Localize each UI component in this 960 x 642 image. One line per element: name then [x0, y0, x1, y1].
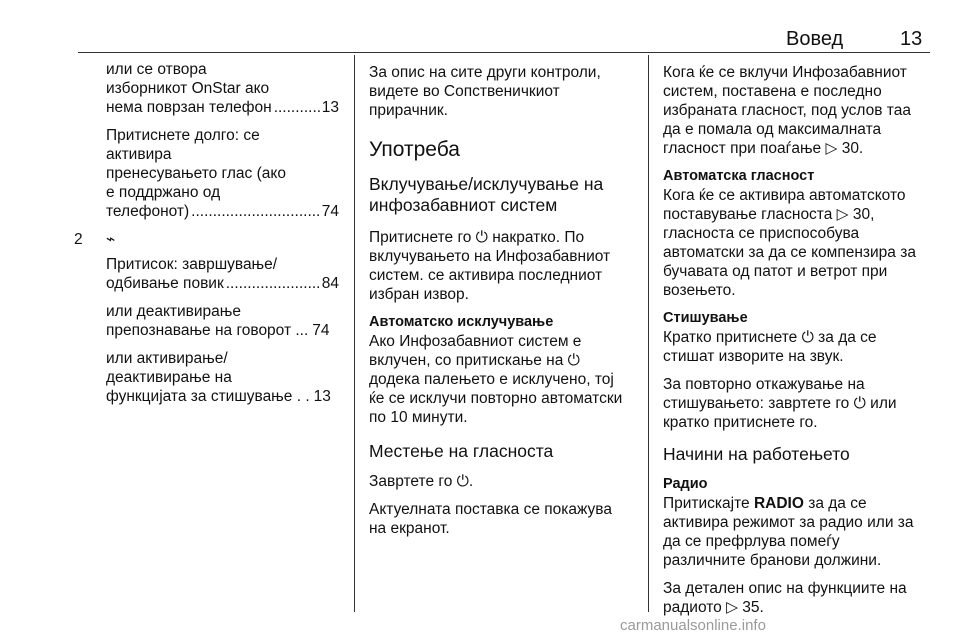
heading-auto-off: Автоматско исклучување [369, 314, 554, 330]
radio-key: RADIO [753, 495, 804, 512]
column-divider-2 [648, 55, 649, 612]
heading-on-off: Вклучување/исклучување на инфозабавниот систем [369, 174, 604, 215]
left-column [74, 60, 339, 415]
paragraph: За детален опис на функциите на радиото ▷ 35. [663, 580, 907, 616]
page-ref: 74 [321, 203, 339, 220]
list-item: или активирање/ деактивирање на функцијата за стишување . . 13 [106, 349, 339, 406]
continued-entry [74, 60, 339, 221]
paragraph: За повторно откажување на стишувањето: завртете го ⏻ или кратко притиснете го. [663, 376, 897, 431]
paragraph: Кога ќе се активира автоматското поставување гласноста ▷ 30, гласноста се приспособува автоматски за да се компензира за бучавата од патот и ветрот при возењето. [663, 187, 916, 299]
list-item: или се отвора изборникот OnStar ако нема поврзан телефон ..... 13 [106, 60, 339, 117]
page-ref: 84 [321, 275, 339, 292]
toc-line: одбивање повик ..... 84 [106, 274, 339, 293]
page-ref: 74 [312, 322, 330, 339]
paragraph: Кратко притиснете ⏻ за да се стишат изворите на звук. [663, 329, 877, 365]
toc-line: телефонот) ..... 74 [106, 202, 339, 221]
page-number: 13 [900, 28, 923, 50]
heading-mute: Стишување [663, 310, 748, 326]
entry-number: 2 [74, 231, 83, 248]
toc-line: препознавање на говорот ... 74 [106, 322, 330, 339]
paragraph: Притискајте RADIO за да се активира режимот за радио или за да се префрлува помеѓу различните бранови должини. [663, 495, 914, 569]
list-item: или деактивирање препознавање на говорот ... 74 [106, 302, 339, 340]
paragraph: Притиснете го ⏻ накратко. По вклучувањето на Инфозабавниот систем. се активира последниот избран извор. [369, 229, 611, 303]
toc-line: нема поврзан телефон ..... 13 [106, 98, 339, 117]
page-header [0, 0, 960, 52]
page-ref: 13 [313, 388, 331, 405]
watermark: carmanualsonline.info [620, 617, 766, 634]
intro-paragraph: За опис на сите други контроли, видете во Сопственичкиот прирачник. [369, 64, 601, 119]
heading-usage: Употреба [369, 138, 460, 161]
heading-radio: Радио [663, 476, 708, 492]
entry-2 [74, 230, 339, 406]
phone-hangup-icon: ⌁ [106, 231, 116, 248]
middle-column [369, 63, 634, 547]
heading-modes: Начини на работењето [663, 444, 850, 464]
list-item: Притисок: завршување/ одбивање повик ..... 84 [106, 255, 339, 293]
toc-line: функцијата за стишување . . 13 [106, 388, 331, 405]
paragraph: Ако Инфозабавниот систем е вклучен, со притискање на ⏻ додека палењето е исклучено, тој ќе се исклучи повторно автоматски по 10 минути. [369, 333, 623, 426]
paragraph: Завртете го ⏻. [369, 473, 474, 490]
right-column [663, 63, 933, 626]
list-item: Притиснете долго: се активира пренесувањето глас (ако е поддржано од телефонот) ..... 74 [106, 126, 339, 221]
heading-volume: Местење на гласноста [369, 441, 554, 461]
heading-auto-volume: Автоматска гласност [663, 168, 815, 184]
section-title: Вовед [786, 28, 844, 50]
page-ref: 13 [321, 99, 339, 116]
paragraph: Актуелната поставка се покажува на екранот. [369, 501, 612, 537]
paragraph: Кога ќе се вклучи Инфозабавниот систем, поставена е последно избраната гласност, под услов таа да е помала од максималната гласност при поаѓање ▷ 30. [663, 64, 911, 157]
column-divider-1 [354, 55, 355, 612]
header-rule [78, 52, 930, 53]
